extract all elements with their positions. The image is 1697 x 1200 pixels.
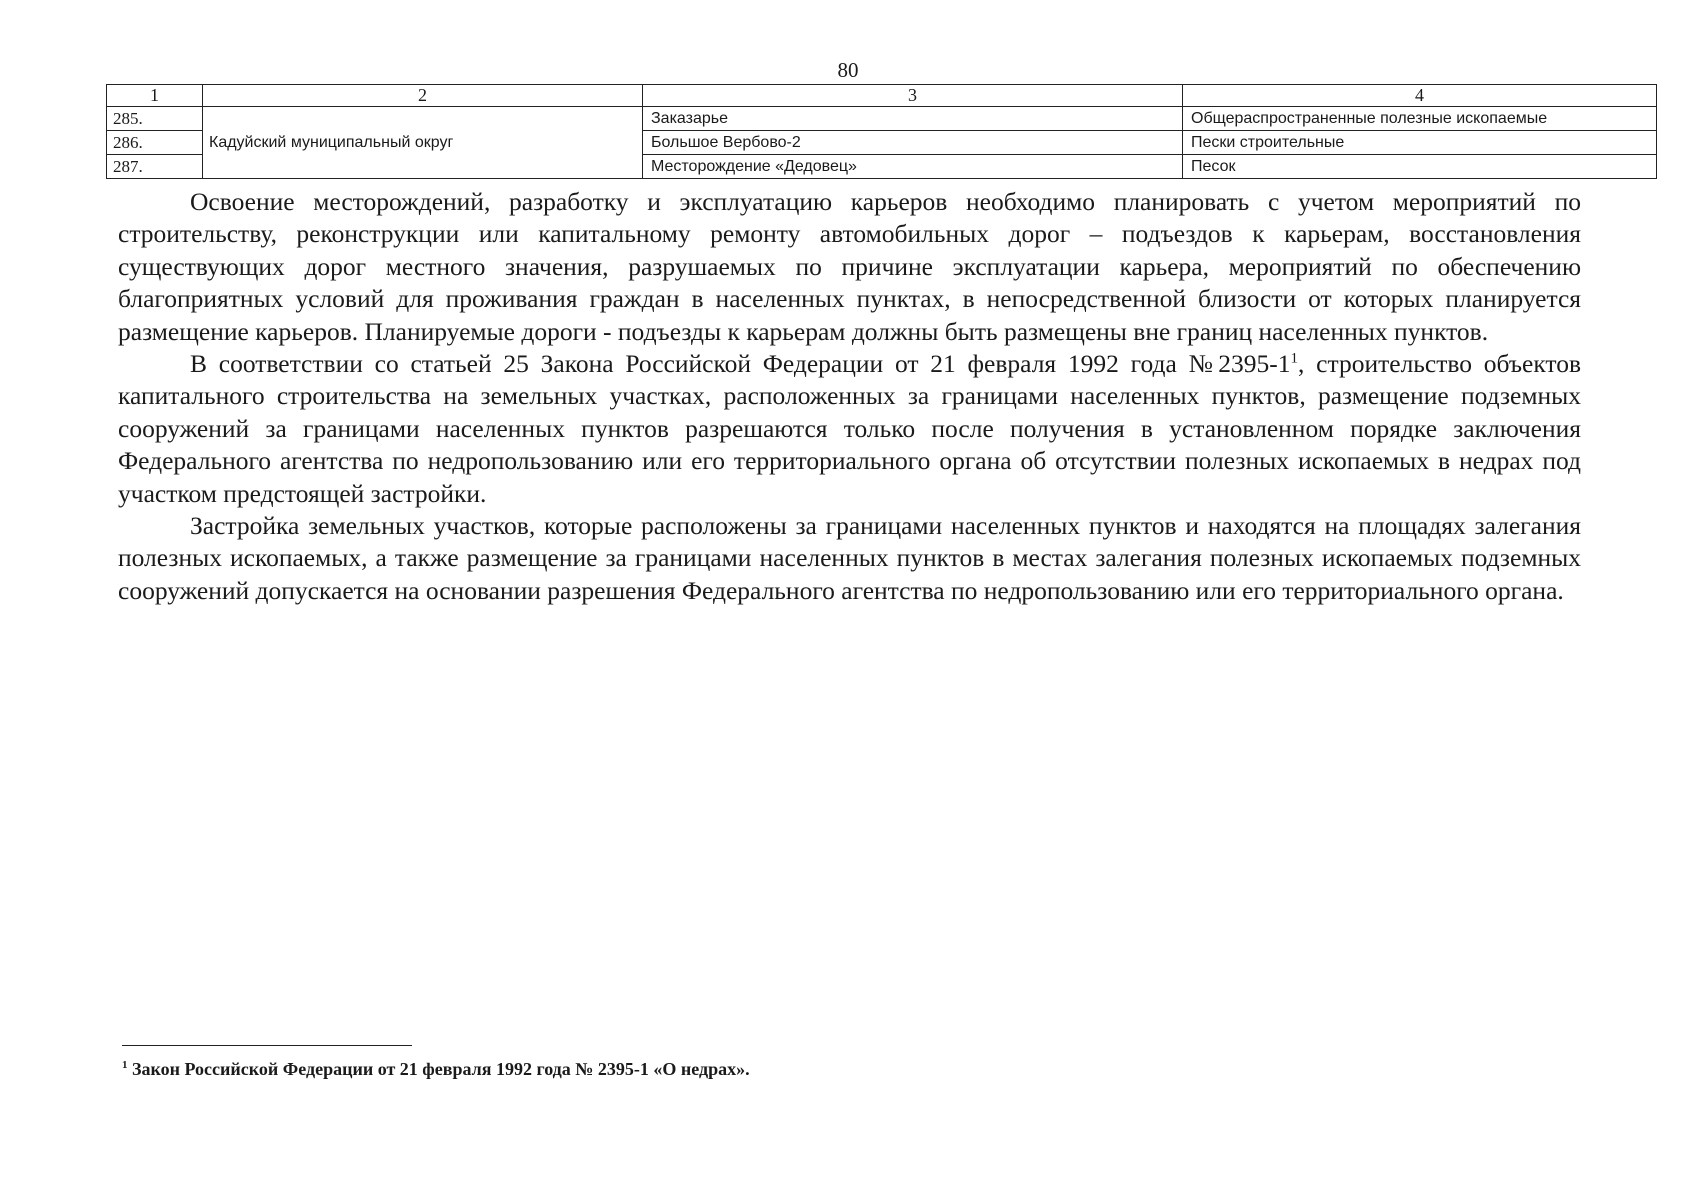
mineral-cell: Общераспространенные полезные ископаемые [1183,107,1657,131]
mineral-cell: Пески строительные [1183,131,1657,155]
paragraph-quarry-planning: Освоение месторождений, разработку и эксплуатацию карьеров необходимо планировать с учетом мероприятий по строительству, реконструкции или капитальному ремонту автомобильных дорог – подъездов к карьерам, восстановления существующих дорог местного значения, разрушаемых по причине эксплуатации карьера, мероприятий по обеспечению благоприятных условий для проживания граждан в населенных пунктах, в непосредственной близости от которых планируется размещение карьеров. Планируемые дороги - подъезды к карьерам должны быть размещены вне границ населенных пунктов. [118,187,1581,346]
table-row [107,107,1657,131]
paragraph-law-reference [118,348,1581,510]
row-number: 285. [107,107,203,131]
table-header-row [107,85,1657,107]
footnote-divider [122,1045,412,1046]
table-header-cell: 4 [1183,85,1657,107]
footnote-text: Закон Российской Федерации от 21 февраля 1992 года № 2395-1 «О недрах». [127,1059,750,1079]
deposit-cell: Месторождение «Дедовец» [643,155,1183,179]
deposits-table [106,84,1657,179]
table-header-cell: 3 [643,85,1183,107]
page-number: 80 [837,58,859,82]
municipality-cell: Кадуйский муниципальный округ [203,107,643,179]
body-text [118,186,1581,607]
paragraph-development-permission: Застройка земельных участков, которые расположены за границами населенных пунктов и находятся на площадях залегания полезных ископаемых, а также размещение за границами населенных пунктов в местах залегания полезных ископаемых подземных сооружений допускается на основании разрешения Федерального агентства по недропользованию или его территориального органа. [118,511,1581,605]
paragraph-text: , строительство объектов капитального строительства на земельных участках, расположенных за границами населенных пунктов, размещение подземных сооружений за границами населенных пунктов разрешаются только после получения в установленном порядке заключения Федерального агентства по недропользованию или его территориального органа об отсутствии полезных ископаемых в недрах под участком предстоящей застройки. [118,349,1582,508]
row-number: 286. [107,131,203,155]
mineral-cell: Песок [1183,155,1657,179]
footnote-mark: 1 [122,1059,128,1071]
table-header-cell: 2 [203,85,643,107]
paragraph-text: В соответствии со статьей 25 Закона Российской Федерации от 21 февраля 1992 года №2395-1 [190,349,1291,379]
footnote [122,1059,750,1080]
deposit-cell: Заказарье [643,107,1183,131]
deposit-cell: Большое Вербово-2 [643,131,1183,155]
row-number: 287. [107,155,203,179]
footnote-reference[interactable]: 1 [1290,350,1299,367]
table-header-cell: 1 [107,85,203,107]
